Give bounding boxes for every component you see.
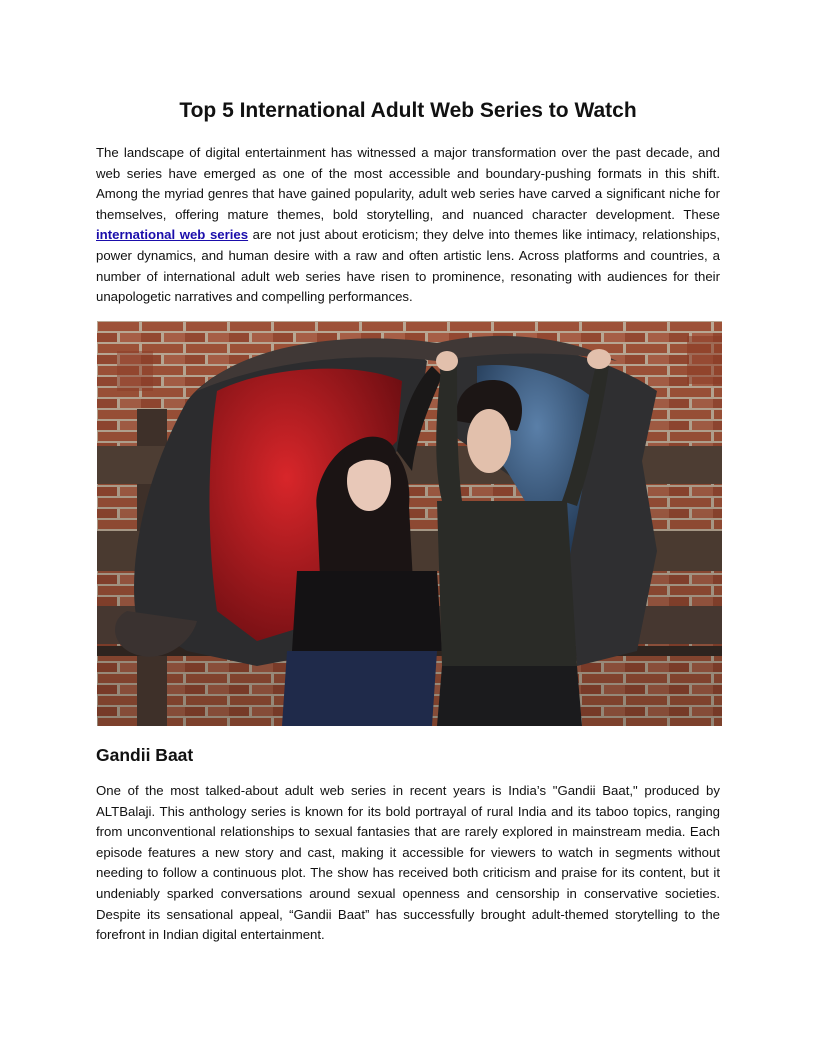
section-heading-gandii-baat: Gandii Baat	[96, 745, 194, 765]
page-title: Top 5 International Adult Web Series to Watch	[179, 99, 637, 122]
section-body-gandii-baat: One of the most talked-about adult web series in recent years is India’s "Gandii Baat," produced by ALTBalaji. This anthology series is known for its bold portrayal of rural India and its taboo topics, ranging from unconventional relationships to sexual fantasies that are rarely explored in mainstream media. Each episode features a new story and cast, making it accessible for viewers to watch in segments without needing to follow a continuous plot. The show has received both criticism and praise for its content, but it undeniably sparked conversations around sexual openness and censorship in conservative societies. Despite its sensational appeal, “Gandii Baat” has successfully brought adult-themed storytelling to the forefront in Indian digital entertainment.	[96, 783, 720, 943]
international-web-series-link[interactable]: international web series	[96, 227, 249, 243]
intro-text-after-link: are not just about eroticism; they delve into themes like intimacy, relationships, power dynamics, and human desire with a raw and often artistic lens. Across platforms and countries, a number of international adult web series have risen to prominence, resonating with audiences for their unapologetic narratives and compelling performances.	[96, 227, 720, 305]
intro-text-before-link: The landscape of digital entertainment has witnessed a major transformation over the past decade, and web series have emerged as one of the most accessible and boundary-pushing formats in this shift. Among the myriad genres that have gained popularity, adult web series have carved a significant niche for themselves, offering mature themes, bold storytelling, and nuanced character development. These	[96, 145, 720, 222]
couple-under-jacket-illustration	[97, 321, 722, 726]
hero-photo	[97, 321, 722, 726]
intro-paragraph	[96, 143, 720, 308]
